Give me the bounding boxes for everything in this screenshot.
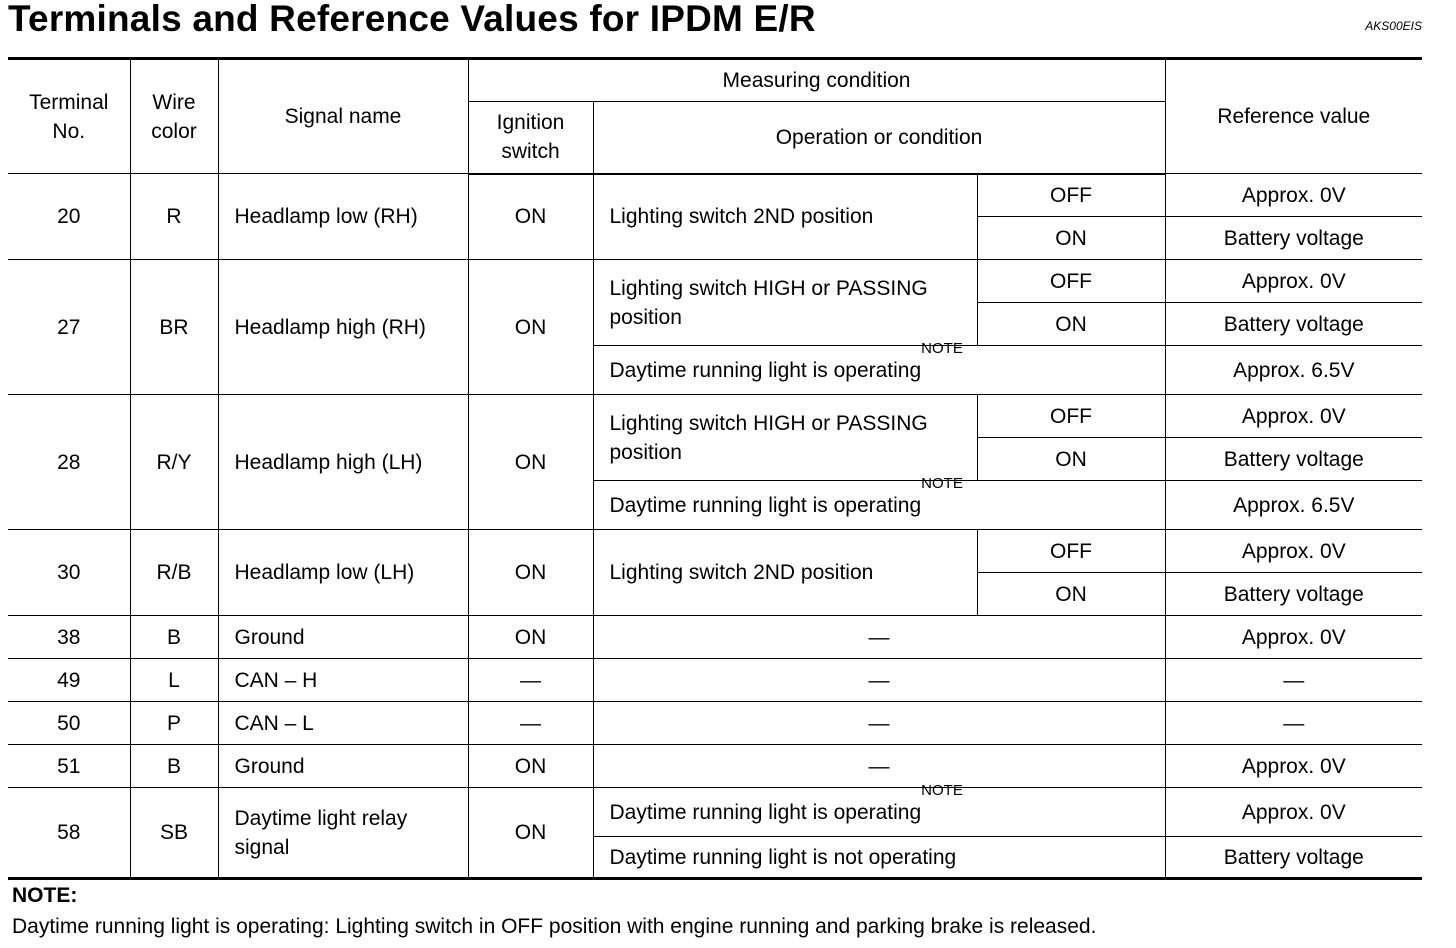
ignition-switch-cell: — [468, 702, 593, 745]
operation-condition-cell: Lighting switch HIGH or PASSING position [593, 260, 977, 346]
reference-value-cell: Battery voltage [1165, 303, 1422, 346]
note-label: NOTE: [12, 884, 78, 907]
table-header [8, 59, 1422, 174]
table-row [8, 659, 1422, 702]
terminal-no-cell: 30 [8, 530, 130, 616]
drl-condition-text: Daytime running light is operating [609, 358, 922, 382]
reference-value-cell: Approx. 0V [1165, 174, 1422, 217]
switch-state-cell: OFF [977, 395, 1165, 438]
signal-name-cell: Ground [218, 616, 468, 659]
reference-value-cell: Approx. 0V [1165, 745, 1422, 788]
ignition-switch-cell: ON [468, 616, 593, 659]
operation-condition-cell: — [593, 659, 1165, 702]
signal-name-cell: CAN – L [218, 702, 468, 745]
note-text: Daytime running light is operating: Lighting switch in OFF position with engine running and parking brake is released. [12, 915, 1097, 938]
drl-condition-text: Daytime running light is operating [609, 493, 922, 517]
ignition-switch-cell: ON [468, 260, 593, 395]
header-operation-or-condition: Operation or condition [593, 102, 1165, 174]
signal-name-cell: Headlamp low (LH) [218, 530, 468, 616]
reference-value-cell: Approx. 0V [1165, 260, 1422, 303]
terminal-no-cell: 20 [8, 174, 130, 260]
signal-name-cell: Daytime light relay signal [218, 788, 468, 879]
table-row [8, 395, 1422, 438]
reference-value-cell: Battery voltage [1165, 837, 1422, 879]
switch-state-cell: OFF [977, 260, 1165, 303]
note-superscript: NOTE [921, 339, 963, 357]
wire-color-cell: BR [130, 260, 218, 395]
drl-condition-cell [593, 339, 1165, 395]
operation-condition-cell: Lighting switch 2ND position [593, 174, 977, 260]
operation-condition-cell: — [593, 702, 1165, 745]
operation-condition-cell: — [593, 745, 1165, 788]
reference-value-cell: Approx. 0V [1165, 395, 1422, 438]
signal-name-cell: Ground [218, 745, 468, 788]
page-title: Terminals and Reference Values for IPDM E/R [8, 0, 816, 39]
operation-condition-cell: Lighting switch HIGH or PASSING position [593, 395, 977, 481]
terminal-no-cell: 28 [8, 395, 130, 530]
reference-value-cell: Approx. 0V [1165, 530, 1422, 573]
drl-condition-cell: Daytime running light is not operating [593, 837, 1165, 879]
terminal-no-cell: 58 [8, 788, 130, 879]
switch-state-cell: OFF [977, 530, 1165, 573]
reference-value-cell: Battery voltage [1165, 573, 1422, 616]
table-row [8, 260, 1422, 303]
operation-condition-cell: Lighting switch 2ND position [593, 530, 977, 616]
switch-state-cell: ON [977, 217, 1165, 260]
drl-condition-text: Daytime running light is operating [609, 800, 922, 824]
header-wire-color: Wire color [130, 59, 218, 174]
note-superscript: NOTE [921, 781, 963, 799]
table-row [8, 702, 1422, 745]
reference-value-cell: Approx. 6.5V [1165, 346, 1422, 395]
terminal-no-cell: 51 [8, 745, 130, 788]
ignition-switch-cell: — [468, 659, 593, 702]
header-terminal-no: Terminal No. [8, 59, 130, 174]
reference-value-cell: Approx. 6.5V [1165, 481, 1422, 530]
wire-color-cell: R [130, 174, 218, 260]
terminal-no-cell: 38 [8, 616, 130, 659]
reference-value-cell: Approx. 0V [1165, 788, 1422, 837]
reference-value-cell: Approx. 0V [1165, 616, 1422, 659]
wire-color-cell: R/B [130, 530, 218, 616]
header-signal-name: Signal name [218, 59, 468, 174]
note-superscript: NOTE [921, 474, 963, 492]
switch-state-cell: ON [977, 303, 1165, 346]
ignition-switch-cell: ON [468, 788, 593, 879]
terminal-no-cell: 50 [8, 702, 130, 745]
reference-value-cell: — [1165, 702, 1422, 745]
signal-name-cell: Headlamp high (RH) [218, 260, 468, 395]
reference-value-cell: — [1165, 659, 1422, 702]
ignition-switch-cell: ON [468, 745, 593, 788]
ignition-switch-cell: ON [468, 174, 593, 260]
drl-condition-cell [593, 781, 1165, 837]
signal-name-cell: Headlamp high (LH) [218, 395, 468, 530]
table-row [8, 788, 1422, 837]
table-row [8, 745, 1422, 788]
header-reference-value: Reference value [1165, 59, 1422, 174]
ignition-switch-cell: ON [468, 395, 593, 530]
ignition-switch-cell: ON [468, 530, 593, 616]
table-row [8, 174, 1422, 217]
table-row [8, 616, 1422, 659]
table-body [8, 174, 1422, 879]
terminal-no-cell: 49 [8, 659, 130, 702]
wire-color-cell: B [130, 616, 218, 659]
signal-name-cell: CAN – H [218, 659, 468, 702]
switch-state-cell: ON [977, 573, 1165, 616]
document-id: AKS00EIS [1365, 19, 1422, 33]
operation-condition-cell: — [593, 616, 1165, 659]
signal-name-cell: Headlamp low (RH) [218, 174, 468, 260]
switch-state-cell: ON [977, 438, 1165, 481]
wire-color-cell: R/Y [130, 395, 218, 530]
reference-value-cell: Battery voltage [1165, 438, 1422, 481]
reference-value-cell: Battery voltage [1165, 217, 1422, 260]
terminal-reference-table [8, 57, 1422, 880]
header-ignition-switch: Ignition switch [468, 102, 593, 174]
wire-color-cell: B [130, 745, 218, 788]
terminal-no-cell: 27 [8, 260, 130, 395]
table-row [8, 530, 1422, 573]
wire-color-cell: P [130, 702, 218, 745]
switch-state-cell: OFF [977, 174, 1165, 217]
wire-color-cell: SB [130, 788, 218, 879]
header-measuring-condition: Measuring condition [468, 59, 1165, 102]
drl-condition-cell [593, 474, 1165, 530]
wire-color-cell: L [130, 659, 218, 702]
